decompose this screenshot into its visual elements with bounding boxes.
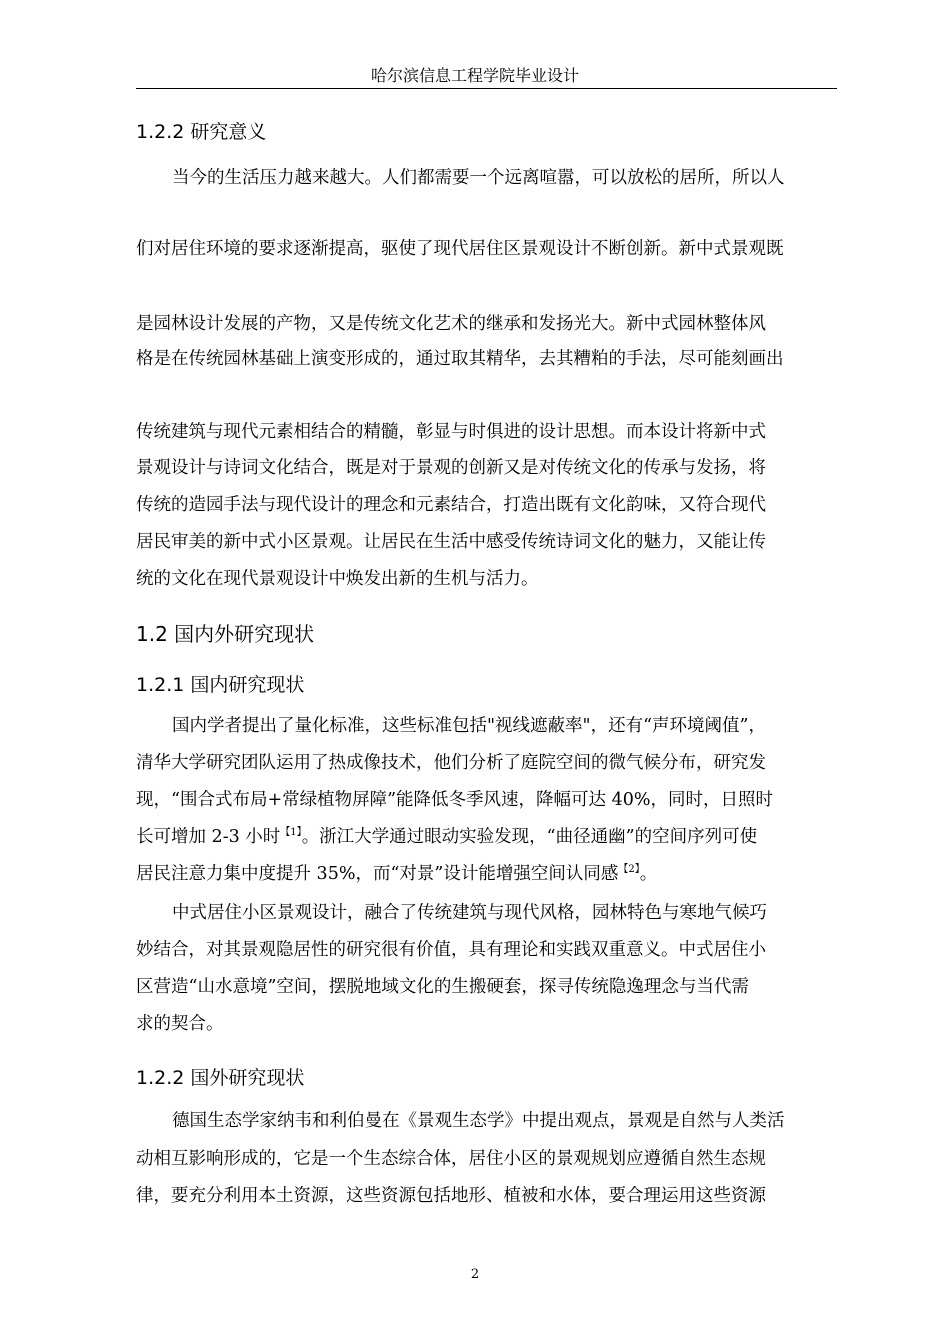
text-line (136, 863, 657, 885)
text-line: 中式居住小区景观设计，融合了传统建筑与现代风格，园林特色与寒地气候巧 (172, 903, 767, 923)
text-segment: 长可增加 2-3 小时 (136, 827, 281, 847)
text-line: 传统的造园手法与现代设计的理念和元素结合，打造出既有文化韵味，又符合现代 (136, 495, 766, 515)
text-line: 景观设计与诗词文化结合，既是对于景观的创新又是对传统文化的传承与发扬，将 (136, 458, 766, 478)
text-line: 清华大学研究团队运用了热成像技术，他们分析了庭院空间的微气候分布，研究发 (136, 753, 766, 773)
citation-marker-1: 【1】 (280, 827, 302, 839)
text-line: 们对居住环境的要求逐渐提高，驱使了现代居住区景观设计不断创新。新中式景观既 (136, 239, 784, 259)
text-line: 传统建筑与现代元素相结合的精髓，彰显与时俱进的设计思想。而本设计将新中式 (136, 422, 766, 442)
text-line: 格是在传统园林基础上演变形成的，通过取其精华，去其糟粕的手法，尽可能刻画出 (136, 349, 784, 369)
section-heading-domestic: 1.2.1 国内研究现状 (136, 674, 305, 696)
text-line: 当今的生活压力越来越大。人们都需要一个远离喧嚣，可以放松的居所，所以人 (172, 168, 785, 188)
text-line: 统的文化在现代景观设计中焕发出新的生机与活力。 (136, 569, 539, 589)
text-segment: 居民注意力集中度提升 35%，而“对景”设计能增强空间认同感 (136, 864, 619, 884)
text-line: 求的契合。 (136, 1014, 224, 1034)
section-heading-foreign: 1.2.2 国外研究现状 (136, 1067, 305, 1089)
text-line (136, 826, 757, 848)
text-line: 国内学者提出了量化标准，这些标准包括"视线遮蔽率"，还有“声环境阈值”， (172, 716, 766, 736)
text-line: 德国生态学家纳韦和利伯曼在《景观生态学》中提出观点，景观是自然与人类活 (172, 1111, 785, 1131)
text-line: 妙结合，对其景观隐居性的研究很有价值，具有理论和实践双重意义。中式居住小 (136, 940, 766, 960)
page-number: 2 (470, 1267, 480, 1282)
text-segment: 。浙江大学通过眼动实验发现，“曲径通幽”的空间序列可使 (301, 827, 758, 847)
header-rule (136, 88, 837, 89)
section-heading-significance: 1.2.2 研究意义 (136, 121, 267, 143)
text-line: 律，要充分利用本土资源，这些资源包括地形、植被和水体，要合理运用这些资源 (136, 1186, 766, 1206)
text-segment: 。 (639, 864, 658, 884)
text-line: 动相互影响形成的，它是一个生态综合体，居住小区的景观规划应遵循自然生态规 (136, 1149, 766, 1169)
section-heading-research-status: 1.2 国内外研究现状 (136, 622, 315, 646)
text-line: 现，“围合式布局+常绿植物屏障”能降低冬季风速，降幅可达 40%，同时，日照时 (136, 790, 774, 810)
header-title: 哈尔滨信息工程学院毕业设计 (370, 66, 579, 85)
text-line: 区营造“山水意境”空间，摆脱地域文化的生搬硬套，探寻传统隐逸理念与当代需 (136, 977, 749, 997)
text-line: 居民审美的新中式小区景观。让居民在生活中感受传统诗词文化的魅力，又能让传 (136, 532, 766, 552)
citation-marker-2: 【2】 (618, 864, 640, 876)
text-line: 是园林设计发展的产物，又是传统文化艺术的继承和发扬光大。新中式园林整体风 (136, 314, 766, 334)
